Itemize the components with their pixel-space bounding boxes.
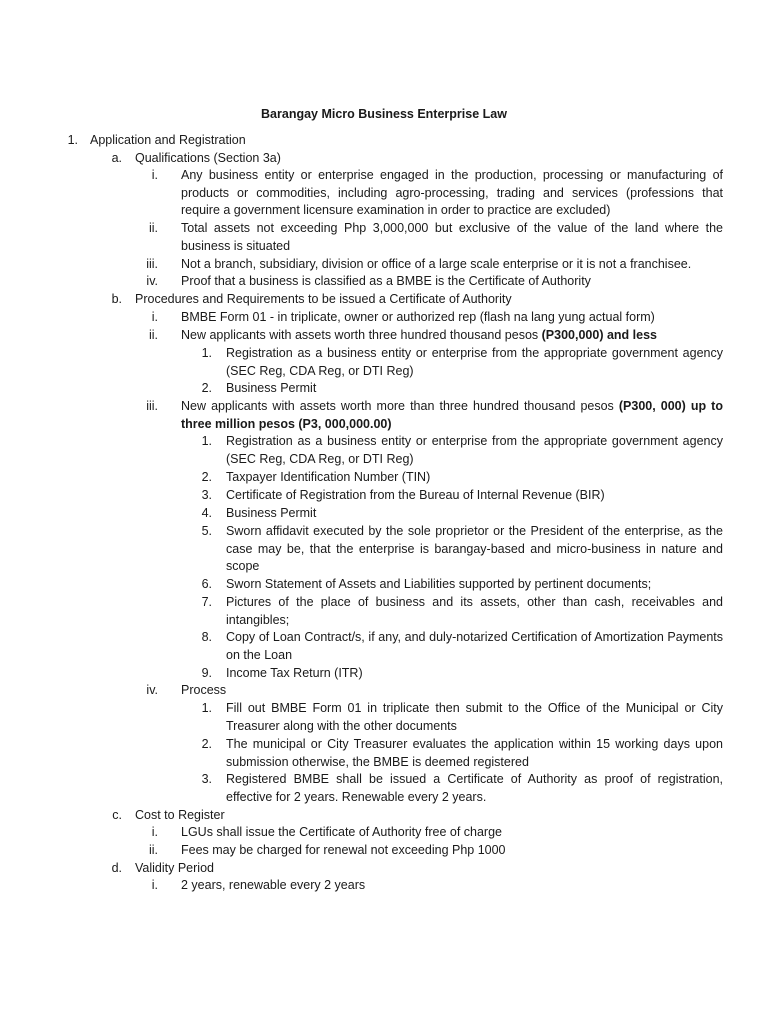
list-number: 9. bbox=[201, 666, 212, 680]
list-item: Registration as a business entity or enterprise from the appropriate government agency (SEC Reg, CDA Reg, or DTI Reg) bbox=[226, 434, 723, 466]
list-number: 1. bbox=[201, 701, 212, 715]
list-roman: i. bbox=[151, 878, 158, 892]
list-roman: ii. bbox=[148, 328, 158, 342]
list-item: 2 years, renewable every 2 years bbox=[181, 878, 366, 892]
list-number: 1. bbox=[67, 133, 78, 147]
list-item: Process bbox=[181, 683, 227, 697]
list-number: 6. bbox=[201, 577, 212, 591]
list-item-text: New applicants with assets worth three hundred thousand pesos bbox=[181, 328, 542, 342]
list-letter: d. bbox=[111, 861, 122, 875]
list-roman: i. bbox=[151, 310, 158, 324]
list-item-text: New applicants with assets worth more than three hundred thousand pesos bbox=[181, 399, 619, 413]
subsection-heading: Validity Period bbox=[135, 861, 214, 875]
list-item: Fees may be charged for renewal not exceeding Php 1000 bbox=[181, 843, 506, 857]
list-number: 1. bbox=[201, 346, 212, 360]
list-number: 3. bbox=[201, 488, 212, 502]
list-number: 3. bbox=[201, 772, 212, 786]
list-item: Business Permit bbox=[226, 381, 317, 395]
list-item: Registration as a business entity or enterprise from the appropriate government agency (SEC Reg, CDA Reg, or DTI Reg) bbox=[226, 346, 723, 378]
list-item: BMBE Form 01 - in triplicate, owner or authorized rep (flash na lang yung actual form) bbox=[181, 310, 655, 324]
list-number: 2. bbox=[201, 737, 212, 751]
list-item: Total assets not exceeding Php 3,000,000 but exclusive of the value of the land where the business is situated bbox=[181, 221, 723, 253]
list-item: Fill out BMBE Form 01 in triplicate then submit to the Office of the Municipal or City Treasurer along with the other documents bbox=[226, 701, 723, 733]
list-number: 8. bbox=[201, 630, 212, 644]
list-number: 2. bbox=[201, 381, 212, 395]
list-number: 7. bbox=[201, 595, 212, 609]
list-number: 1. bbox=[201, 434, 212, 448]
list-item: Registered BMBE shall be issued a Certificate of Authority as proof of registration, effective for 2 years. Renewable every 2 years. bbox=[226, 772, 723, 804]
list-item: Income Tax Return (ITR) bbox=[226, 666, 363, 680]
subsection-heading: Procedures and Requirements to be issued a Certificate of Authority bbox=[135, 292, 512, 306]
list-item-bold: (P300,000) and less bbox=[541, 328, 657, 342]
list-item: Business Permit bbox=[226, 506, 317, 520]
list-item: Sworn Statement of Assets and Liabilities supported by pertinent documents; bbox=[226, 577, 652, 591]
list-roman: ii. bbox=[148, 843, 158, 857]
document-title: Barangay Micro Business Enterprise Law bbox=[261, 107, 507, 121]
list-number: 4. bbox=[201, 506, 212, 520]
list-roman: i. bbox=[151, 168, 158, 182]
list-item: LGUs shall issue the Certificate of Authority free of charge bbox=[181, 825, 502, 839]
list-roman: iv. bbox=[146, 274, 158, 288]
list-item: Taxpayer Identification Number (TIN) bbox=[226, 470, 431, 484]
list-item: The municipal or City Treasurer evaluates the application within 15 working days upon submission otherwise, the BMBE is deemed registered bbox=[226, 737, 723, 769]
list-item: Proof that a business is classified as a BMBE is the Certificate of Authority bbox=[181, 274, 591, 288]
list-item: Sworn affidavit executed by the sole proprietor or the President of the enterprise, as the case may be, that the enterprise is barangay-based and micro-business in nature and scope bbox=[226, 524, 723, 574]
list-item-bold: (P300, 000) up to three million pesos (P3, 000,000.00) bbox=[181, 399, 723, 431]
list-item bbox=[181, 398, 723, 433]
list-roman: i. bbox=[151, 825, 158, 839]
list-roman: iii. bbox=[146, 399, 158, 413]
list-item bbox=[181, 327, 723, 345]
list-item: Not a branch, subsidiary, division or office of a large scale enterprise or it is not a franchisee. bbox=[181, 257, 692, 271]
list-roman: iii. bbox=[146, 257, 158, 271]
subsection-heading: Qualifications (Section 3a) bbox=[135, 151, 281, 165]
list-letter: c. bbox=[112, 808, 122, 822]
list-item: Any business entity or enterprise engaged in the production, processing or manufacturing of products or commodities, including agro-processing, trading and services (professions that require a government licensure examination in order to practice are excluded) bbox=[181, 168, 723, 218]
list-roman: iv. bbox=[146, 683, 158, 697]
subsection-heading: Cost to Register bbox=[135, 808, 225, 822]
list-letter: a. bbox=[111, 151, 122, 165]
list-item: Certificate of Registration from the Bureau of Internal Revenue (BIR) bbox=[226, 488, 605, 502]
list-roman: ii. bbox=[148, 221, 158, 235]
section-heading: Application and Registration bbox=[90, 133, 246, 147]
list-number: 5. bbox=[201, 524, 212, 538]
list-item: Pictures of the place of business and its assets, other than cash, receivables and intangibles; bbox=[226, 595, 723, 627]
list-letter: b. bbox=[111, 292, 122, 306]
list-item: Copy of Loan Contract/s, if any, and duly-notarized Certification of Amortization Payments on the Loan bbox=[226, 630, 723, 662]
list-number: 2. bbox=[201, 470, 212, 484]
